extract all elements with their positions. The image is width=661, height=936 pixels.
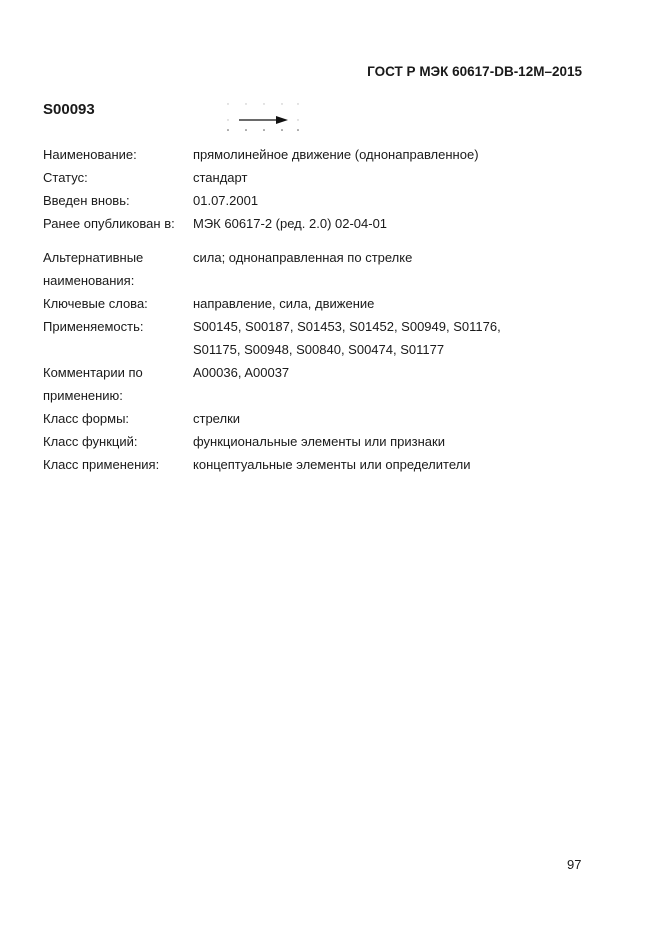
field-value [193, 315, 501, 361]
field-value-line: прямолинейное движение (однонаправленное) [193, 147, 479, 162]
field-label [43, 212, 193, 235]
field-value-line: концептуальные элементы или определители [193, 457, 471, 472]
field-label-line: Класс функций: [43, 434, 138, 449]
field-value [193, 166, 247, 189]
field-value [193, 453, 471, 476]
field-value-line: направление, сила, движение [193, 296, 375, 311]
field-value [193, 361, 289, 384]
field-label-line: применению: [43, 388, 123, 403]
field-value-line: сила; однонаправленная по стрелке [193, 250, 413, 265]
field-value-line: функциональные элементы или признаки [193, 434, 445, 449]
field-value [193, 292, 374, 315]
field-label [43, 143, 193, 166]
field-label [43, 430, 193, 453]
field-label-line: Ранее опубликован в: [43, 216, 175, 231]
field-value-line: S01175, S00948, S00840, S00474, S01177 [193, 342, 445, 357]
field-label [43, 315, 193, 338]
field-label [43, 407, 193, 430]
field-value-line: 01.07.2001 [193, 193, 259, 208]
arrow-right-icon [226, 102, 300, 137]
field-label [43, 361, 193, 407]
field-value [193, 430, 445, 453]
field-value [193, 246, 412, 269]
field-value-line: A00036, A00037 [193, 365, 290, 380]
field-label-line: Альтернативные [43, 250, 144, 265]
field-label-line: Применяемость: [43, 319, 144, 334]
field-value [193, 189, 258, 212]
field-label-line: Наименование: [43, 147, 137, 162]
field-value-line: S00145, S00187, S01453, S01452, S00949, S01176, [193, 319, 501, 334]
field-value [193, 212, 387, 235]
field-label-line: Комментарии по [43, 365, 143, 380]
field-value-line: стандарт [193, 170, 248, 185]
field-label [43, 292, 193, 315]
field-label [43, 453, 193, 476]
field-value-line: МЭК 60617-2 (ред. 2.0) 02-04-01 [193, 216, 388, 231]
field-value [193, 407, 240, 430]
field-label-line: Класс формы: [43, 411, 130, 426]
field-label [43, 246, 193, 292]
field-label-line: Ключевые слова: [43, 296, 148, 311]
field-label [43, 166, 193, 189]
field-label-line: Класс применения: [43, 457, 160, 472]
field-label [43, 189, 193, 212]
field-label-line: Статус: [43, 170, 88, 185]
field-value [193, 143, 479, 166]
symbol-code: S00093 [43, 101, 95, 118]
field-value-line: стрелки [193, 411, 241, 426]
document-header: ГОСТ Р МЭК 60617-DB-12M–2015 [367, 64, 582, 79]
field-label-line: наименования: [43, 273, 135, 288]
field-label-line: Введен вновь: [43, 193, 130, 208]
page-number: 97 [567, 857, 582, 872]
